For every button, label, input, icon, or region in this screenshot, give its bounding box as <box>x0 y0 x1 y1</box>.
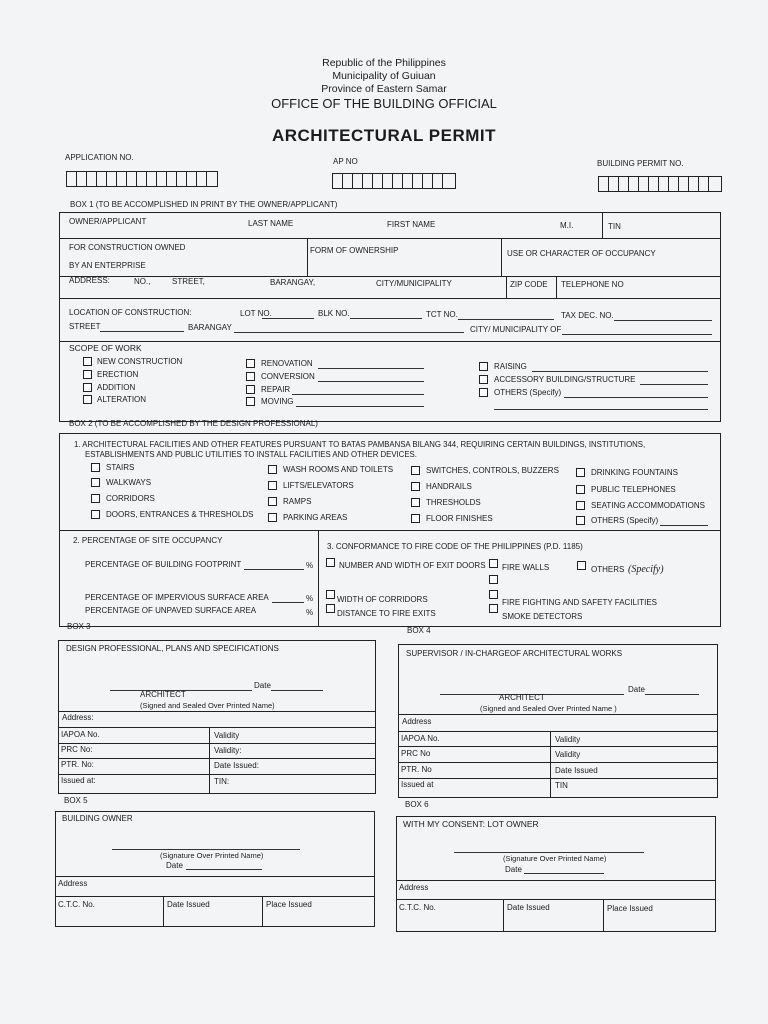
fac-others-line <box>660 525 708 526</box>
tct-no-line[interactable] <box>458 319 554 320</box>
scope-repair-checkbox[interactable] <box>246 385 255 394</box>
tax-dec-line[interactable] <box>614 320 712 321</box>
box3-date-label: Date <box>254 681 271 690</box>
application-no-field[interactable] <box>66 171 218 187</box>
smoke-detectors-checkbox[interactable] <box>489 604 498 613</box>
fac-parking-label: PARKING AREAS <box>283 513 348 522</box>
fac-floor-finishes-label: FLOOR FINISHES <box>426 514 493 523</box>
fac-switches-label: SWITCHES, CONTROLS, BUZZERS <box>426 466 559 475</box>
box5-label: BOX 5 <box>64 796 88 805</box>
box6-signature-line[interactable] <box>454 852 644 853</box>
scope-erection-checkbox[interactable] <box>83 370 92 379</box>
scope-conversion-checkbox[interactable] <box>246 372 255 381</box>
fac-corridors-checkbox[interactable] <box>91 494 100 503</box>
box5-date-line[interactable] <box>186 869 262 870</box>
fac-others-checkbox[interactable] <box>576 516 585 525</box>
box4-title: SUPERVISOR / IN-CHARGEOF ARCHITECTURAL WORKS <box>406 649 623 658</box>
box5-address-label: Address <box>58 879 88 888</box>
fac-telephones-checkbox[interactable] <box>576 485 585 494</box>
box3-validity-label: Validity <box>214 731 240 740</box>
item3-heading: 3. CONFORMANCE TO FIRE CODE OF THE PHILIPPINES (P.D. 1185) <box>327 542 583 551</box>
unpaved-pct: % <box>306 608 314 617</box>
fire-walls-label: FIRE WALLS <box>502 563 550 572</box>
scope-renovation-label: RENOVATION <box>261 359 313 368</box>
box6-date-label: Date <box>505 865 522 874</box>
box5-date-label: Date <box>166 861 183 870</box>
box3 <box>58 640 376 794</box>
fire-others-specify: (Specify) <box>628 564 664 575</box>
fac-doors-label: DOORS, ENTRANCES & THRESHOLDS <box>106 510 254 519</box>
fac-telephones-label: PUBLIC TELEPHONES <box>591 485 676 494</box>
street2-label: STREET <box>69 322 101 331</box>
footprint-label: PERCENTAGE OF BUILDING FOOTPRINT <box>85 560 242 569</box>
address-label: ADDRESS: <box>69 276 110 285</box>
scope-of-work-label: SCOPE OF WORK <box>69 343 142 353</box>
fac-ramps-label: RAMPS <box>283 497 312 506</box>
box4-issued-at-label: Issued at <box>401 780 434 789</box>
scope-conversion-label: CONVERSION <box>261 372 315 381</box>
header-republic: Republic of the Philippines <box>322 57 446 69</box>
box3-title: DESIGN PROFESSIONAL, PLANS AND SPECIFICATIONS <box>66 644 279 653</box>
fac-stairs-label: STAIRS <box>106 463 135 472</box>
address-street-label: STREET, <box>172 277 205 286</box>
impervious-label: PERCENTAGE OF IMPERVIOUS SURFACE AREA <box>85 593 269 602</box>
barangay2-line[interactable] <box>234 332 464 333</box>
owner-applicant-label: OWNER/APPLICANT <box>69 217 147 226</box>
scope-new-construction-label: NEW CONSTRUCTION <box>97 357 183 366</box>
scope-addition-label: ADDITION <box>97 383 136 392</box>
fire-walls-checkbox[interactable] <box>489 559 498 568</box>
box4-date-issued-label: Date Issued <box>555 766 598 775</box>
box3-architect: ARCHITECT <box>140 690 186 699</box>
page-title: ARCHITECTURAL PERMIT <box>271 126 497 145</box>
box3-validity2-label: Validity: <box>214 746 242 755</box>
fac-stairs-checkbox[interactable] <box>91 463 100 472</box>
scope-others-label: OTHERS (Specify) <box>494 388 562 397</box>
tct-no-label: TCT NO. <box>426 310 458 319</box>
scope-accessory-checkbox[interactable] <box>479 375 488 384</box>
ap-no-field[interactable] <box>332 173 456 189</box>
box6-date-line[interactable] <box>524 873 604 874</box>
fac-walkways-checkbox[interactable] <box>91 478 100 487</box>
box4-date-line[interactable] <box>645 694 699 695</box>
fac-thresholds-label: THRESHOLDS <box>426 498 481 507</box>
box5-signature-caption: (Signature Over Printed Name) <box>160 851 264 860</box>
fire-others-label: OTHERS <box>591 565 625 574</box>
scope-moving-line <box>296 406 424 407</box>
blk-no-label: BLK NO. <box>318 309 350 318</box>
fac-walkways-label: WALKWAYS <box>106 478 152 487</box>
box4-address-label: Address <box>402 717 432 726</box>
city-of-line[interactable] <box>562 334 712 335</box>
blk-no-line[interactable] <box>350 318 422 319</box>
telephone-label: TELEPHONE NO <box>561 280 624 289</box>
scope-moving-label: MOVING <box>261 397 294 406</box>
scope-others-checkbox[interactable] <box>479 388 488 397</box>
fac-thresholds-checkbox[interactable] <box>411 498 420 507</box>
box3-date-issued-label: Date Issued: <box>214 761 259 770</box>
fire-fighting-checkbox[interactable] <box>489 590 498 599</box>
scope-repair-line <box>292 394 424 395</box>
fac-doors-checkbox[interactable] <box>91 510 100 519</box>
box4-date-label: Date <box>628 685 645 694</box>
unpaved-label: PERCENTAGE OF UNPAVED SURFACE AREA <box>85 606 257 615</box>
fac-washrooms-label: WASH ROOMS AND TOILETS <box>283 465 394 474</box>
box4-architect: ARCHITECT <box>499 693 545 702</box>
fac-fountains-label: DRINKING FOUNTAINS <box>591 468 678 477</box>
box5-ctc-label: C.T.C. No. <box>58 900 95 909</box>
box4-iapoa-label: IAPOA No. <box>401 734 440 743</box>
box6-label: BOX 6 <box>405 800 429 809</box>
tax-dec-label: TAX DEC. NO. <box>561 311 614 320</box>
box5-place-issued-label: Place Issued <box>266 900 312 909</box>
box6-date-issued-label: Date Issued <box>507 903 550 912</box>
box4-validity2-label: Validity <box>555 750 581 759</box>
fire-exit-doors-checkbox[interactable] <box>326 558 335 567</box>
by-enterprise-label: BY AN ENTERPRISE <box>69 261 146 270</box>
form-ownership-label: FORM OF OWNERSHIP <box>310 246 399 255</box>
use-occupancy-label: USE OR CHARACTER OF OCCUPANCY <box>507 249 656 258</box>
box3-ptr-label: PTR. No: <box>61 760 94 769</box>
scope-new-construction-checkbox[interactable] <box>83 357 92 366</box>
address-no-label: NO., <box>134 277 151 286</box>
barangay2-label: BARANGAY <box>188 323 232 332</box>
item1-line2: ESTABLISHMENTS AND PUBLIC UTILITIES TO INSTALL FACILITIES AND OTHER DEVICES. <box>85 450 417 459</box>
fac-fountains-checkbox[interactable] <box>576 468 585 477</box>
item2-heading: 2. PERCENTAGE OF SITE OCCUPANCY <box>73 536 223 545</box>
scope-addition-checkbox[interactable] <box>83 383 92 392</box>
building-permit-no-field[interactable] <box>598 176 722 192</box>
first-name-label: FIRST NAME <box>387 220 436 229</box>
fac-seating-checkbox[interactable] <box>576 501 585 510</box>
box3-issued-at-label: Issued at: <box>61 776 96 785</box>
box5-date-issued-label: Date Issued <box>167 900 210 909</box>
city-of-label: CITY/ MUNICIPALITY OF <box>470 325 562 334</box>
ap-no-label: AP NO <box>333 157 358 166</box>
zip-code-label: ZIP CODE <box>510 280 548 289</box>
scope-conversion-line <box>318 381 424 382</box>
scope-repair-label: REPAIR <box>261 385 291 394</box>
box6-ctc-label: C.T.C. No. <box>399 903 436 912</box>
fire-others-checkbox[interactable] <box>577 561 586 570</box>
lot-no-label: LOT NO. <box>240 309 272 318</box>
impervious-line[interactable] <box>272 602 304 603</box>
scope-alteration-label: ALTERATION <box>97 395 147 404</box>
location-label: LOCATION OF CONSTRUCTION: <box>69 308 192 317</box>
fac-washrooms-checkbox[interactable] <box>268 465 277 474</box>
scope-alteration-checkbox[interactable] <box>83 395 92 404</box>
fac-handrails-checkbox[interactable] <box>411 482 420 491</box>
last-name-label: LAST NAME <box>248 219 294 228</box>
scope-raising-line <box>532 371 708 372</box>
lot-no-line[interactable] <box>262 318 314 319</box>
scope-others-line2 <box>494 409 708 410</box>
box4-tin-label: TIN <box>555 781 568 790</box>
box4-ptr-label: PTR. No <box>401 765 432 774</box>
box3-signed: (Signed and Sealed Over Printed Name) <box>140 701 275 710</box>
fac-seating-label: SEATING ACCOMMODATIONS <box>591 501 705 510</box>
fire-exit-doors-label: NUMBER AND WIDTH OF EXIT DOORS <box>339 561 486 570</box>
scope-raising-checkbox[interactable] <box>479 362 488 371</box>
box2-heading: BOX 2 (TO BE ACCOMPLISHED BY THE DESIGN PROFESSIONAL) <box>69 419 318 428</box>
scope-renovation-checkbox[interactable] <box>246 359 255 368</box>
box1-heading: BOX 1 (TO BE ACCOMPLISHED IN PRINT BY THE OWNER/APPLICANT) <box>70 200 338 209</box>
fac-parking-checkbox[interactable] <box>268 513 277 522</box>
fire-corridors-label: WIDTH OF CORRIDORS <box>337 595 428 604</box>
fire-exits-label: DISTANCE TO FIRE EXITS <box>337 609 436 618</box>
box6-place-issued-label: Place Issued <box>607 904 653 913</box>
scope-moving-checkbox[interactable] <box>246 397 255 406</box>
scope-accessory-label: ACCESSORY BUILDING/STRUCTURE <box>494 375 636 384</box>
box5-title: BUILDING OWNER <box>62 814 133 823</box>
item1-line1: 1. ARCHITECTURAL FACILITIES AND OTHER FEATURES PURSUANT TO BATAS PAMBANSA BILANG 344, REQUIRING CERTAIN BUILDINGS, INSTITUTIONS, <box>74 440 646 449</box>
box4-validity-label: Validity <box>555 735 581 744</box>
scope-accessory-line <box>640 384 708 385</box>
fire-fighting-label: FIRE FIGHTING AND SAFETY FACILITIES <box>502 598 657 607</box>
fac-floor-finishes-checkbox[interactable] <box>411 514 420 523</box>
fac-ramps-checkbox[interactable] <box>268 497 277 506</box>
box4-prc-label: PRC No <box>401 749 431 758</box>
box6 <box>396 816 716 932</box>
fac-lifts-checkbox[interactable] <box>268 481 277 490</box>
mi-label: M.I. <box>560 221 574 230</box>
address-city-label: CITY/MUNICIPALITY <box>376 279 452 288</box>
fac-corridors-label: CORRIDORS <box>106 494 155 503</box>
fac-lifts-label: LIFTS/ELEVATORS <box>283 481 354 490</box>
box4-label: BOX 4 <box>407 626 431 635</box>
header-province: Province of Eastern Samar <box>321 83 447 95</box>
header-office: OFFICE OF THE BUILDING OFFICIAL <box>271 96 497 111</box>
box6-title: WITH MY CONSENT: LOT OWNER <box>403 819 539 829</box>
box4-signed: (Signed and Sealed Over Printed Name ) <box>480 704 617 713</box>
box3-date-line[interactable] <box>271 690 323 691</box>
impervious-pct: % <box>306 594 314 603</box>
box3-label: BOX 3 <box>67 622 91 631</box>
scope-others-line1 <box>564 397 708 398</box>
box3-tin-label: TIN: <box>214 777 230 786</box>
fire-blank-checkbox[interactable] <box>489 575 498 584</box>
footprint-line[interactable] <box>244 569 304 570</box>
construction-owned-label: FOR CONSTRUCTION OWNED <box>69 243 186 252</box>
fac-others-label: OTHERS (Specify) <box>591 516 659 525</box>
fire-exits-checkbox[interactable] <box>326 604 335 613</box>
scope-raising-label: RAISING <box>494 362 527 371</box>
box5-signature-line[interactable] <box>112 849 300 850</box>
box3-address-label: Address: <box>62 713 94 722</box>
scope-renovation-line <box>318 368 424 369</box>
scope-erection-label: ERECTION <box>97 370 139 379</box>
building-permit-no-label: BUILDING PERMIT NO. <box>597 159 684 168</box>
box3-iapoa-label: IAPOA No. <box>61 730 100 739</box>
box6-signature-caption: (Signature Over Printed Name) <box>503 854 607 863</box>
box3-prc-label: PRC No: <box>61 745 93 754</box>
fire-corridors-checkbox[interactable] <box>326 590 335 599</box>
street2-line[interactable] <box>100 331 184 332</box>
application-no-label: APPLICATION NO. <box>65 153 134 162</box>
fac-switches-checkbox[interactable] <box>411 466 420 475</box>
fac-handrails-label: HANDRAILS <box>426 482 472 491</box>
smoke-detectors-label: SMOKE DETECTORS <box>502 612 583 621</box>
box6-address-label: Address <box>399 883 429 892</box>
tin-label: TIN <box>608 222 621 231</box>
header-municipality: Municipality of Guiuan <box>332 70 436 82</box>
footprint-pct: % <box>306 561 314 570</box>
address-barangay-label: BARANGAY, <box>270 278 316 287</box>
